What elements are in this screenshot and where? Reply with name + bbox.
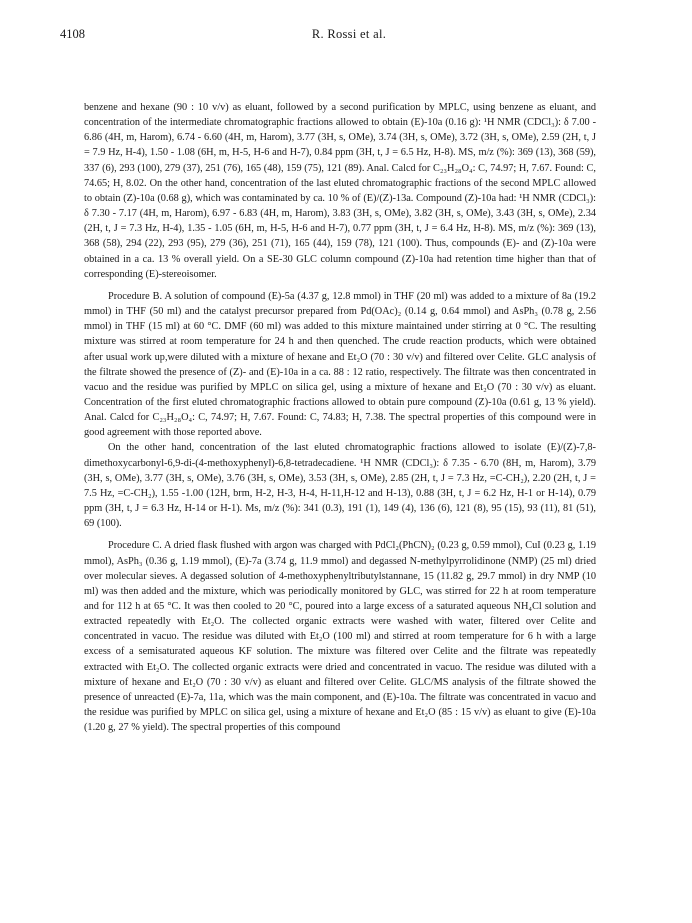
paragraph-procedure-c: Procedure C. A dried flask flushed with argon was charged with PdCl₂(PhCN)₂ (0.23 g, 0.59 mmol), CuI (0.23 g, 1.19 mmol), AsPh₃ (0.36 g, 1.19 mmol), (E)-7a (3.74 g, 11.9 mmol) and degassed N-methylpyrrolidinone (NMP) (25 ml) dried over molecular sieves. A degassed solution of 4-methoxyphenyltributylstannane, 15 (11.82 g, 29.7 mmol) in dry NMP (10 ml) was then added and the mixture, which was periodically monitored by GLC, was stirred for 22 h at room temperature and for 112 h at 65 °C. It was then cooled to 20 °C, poured into a large excess of a saturated aqueous NH₄Cl solution and extracted repeatedly with Et₂O. The collected organic extracts were washed with water, filtered over Celite and concentrated in vacuo. The residue was diluted with Et₂O (100 ml) and stirred at room temperature for 6 h with a large excess of a semisaturated aqueous KF solution. The mixture was filtered over Celite and the filtrate was repeatedly extracted with Et₂O. The collected organic extracts were dried and concentrated in vacuo. The residue was diluted with a mixture of hexane and Et₂O (70 : 30 v/v) as eluant and filtered over Celite. GLC/MS analysis of the filtrate showed the presence of unreacted (E)-7a, 11a, which was the main component, and (E)-10a. The filtrate was concentrated in vacuo and the residue was purified by MPLC on silica gel, using a mixture of hexane and Et₂O (85 : 15 v/v) as eluant to give (E)-10a (1.20 g, 27 % yield). The spectral properties of this compound xyxy=(84,540,596,734)
paragraph-tetradecadiene: On the other hand, concentration of the last eluted chromatographic fractions allowed to isolate (E)/(Z)-7,8-dimethoxycarbonyl-6,9-di-(4-methoxyphenyl)-6,8-tetradecadiene. ¹H NMR (CDCl₃): δ 7.35 - 6.70 (8H, m, Harom), 3.79 (3H, s, OMe), 3.77 (3H, s, OMe), 3.76 (3H, s, OMe), 3.53 (3H, s, OMe), 2.85 (2H, t, J = 7.3 Hz, =C-CH₂), 2.20 (2H, t, J = 7.5 Hz, =C-CH₂), 1.55 -1.00 (12H, brm, H-2, H-3, H-4, H-11,H-12 and H-13), 0.88 (3H, t, J = 6.2 Hz, H-1 or H-14), 0.79 ppm (3H, t, J = 6.3 Hz, H-14 or H-1). Ms, m/z (%): 341 (0.3), 191 (1), 149 (4), 136 (6), 121 (8), 95 (15), 93 (11), 81 (51), 69 (100). xyxy=(84,442,596,530)
running-head: R. Rossi et al. xyxy=(311,27,387,41)
paragraph-isolation-10a: benzene and hexane (90 : 10 v/v) as eluant, followed by a second purification by MPLC, using benzene as eluant, and concentration of the intermediate chromatographic fractions allowed to obtain (E)-10a (0.16 g): ¹H NMR (CDCl₃): δ 7.00 - 6.86 (4H, m, Harom), 6.74 - 6.60 (4H, m, Harom), 3.77 (3H, s, OMe), 3.74 (3H, s, OMe), 3.72 (3H, s, OMe), 2.59 (2H, t, J = 7.9 Hz, H-4), 1.50 - 1.08 (6H, m, H-5, H-6 and H-7), 0.84 ppm (3H, t, J = 6.5 Hz, H-8). MS, m/z (%): 369 (13), 368 (59), 337 (6), 293 (100), 279 (37), 251 (76), 165 (48), 159 (75), 121 (89). Anal. Calcd for C₂₃H₂₈O₄: C, 74.97; H, 7.67. Found: C, 74.65; H, 8.02. On the other hand, concentration of the last eluted chromatographic fractions of the second MPLC allowed to obtain (Z)-10a (0.68 g), which was contaminated by ca. 10 % of (E)/(Z)-13a. Compound (Z)-10a had: ¹H NMR (CDCl₃): δ 7.30 - 7.17 (4H, m, Harom), 6.97 - 6.83 (4H, m, Harom), 3.83 (3H, s, OMe), 3.82 (3H, s, OMe), 3.43 (3H, s, OMe), 2.34 (2H, t, J = 7.3 Hz, H-4), 1.35 - 1.05 (6H, m, H-5, H-6 and H-7), 0.77 ppm (3H, t, J = 6.4 Hz, H-8). MS, m/z (%): 369 (13), 368 (58), 294 (22), 293 (95), 279 (36), 251 (71), 165 (44), 159 (78), 121 (100). Thus, compounds (E)- and (Z)-10a were obtained in a ca. 13 % overall yield. On a SE-30 GLC column compound (Z)-10a had retention time higher than that of corresponding (E)-stereoisomer. xyxy=(84,102,596,280)
page-number: 4108 xyxy=(60,27,85,41)
page-header xyxy=(60,27,638,47)
paragraph-procedure-b: Procedure B. A solution of compound (E)-5a (4.37 g, 12.8 mmol) in THF (20 ml) was added to a mixture of 8a (19.2 mmol) in THF (50 ml) and the catalyst precursor prepared from Pd(OAc)₂ (0.14 g, 0.64 mmol) and AsPh₃ (0.78 g, 2.56 mmol) in THF (15 ml) at 60 °C. DMF (60 ml) was added to this mixture maintained under stirring at 0 °C. The resulting mixture was stirred at room temperature for 24 h and then quenched. The crude reaction products, which were obtained after usual work up,were diluted with a mixture of hexane and Et₂O (70 : 30 v/v) and filtered over Celite. GLC analysis of the filtrate showed the presence of (Z)- and (E)-10a in a ca. 88 : 12 ratio, respectively. The filtrate was then concentrated in vacuo and the residue was purified by MPLC on silica gel, using a mixture of hexane and Et₂O (70 : 30 v/v) as eluant. Concentration of the first eluted chromatographic fractions allowed to obtain pure compound (Z)-10a (0.61 g, 13 % yield). Anal. Calcd for C₂₃H₂₈O₄: C, 74.97; H, 7.67. Found: C, 74.83; H, 7.38. The spectral properties of this compound were in good agreement with those reported above. xyxy=(84,290,596,439)
body-text xyxy=(84,100,596,735)
